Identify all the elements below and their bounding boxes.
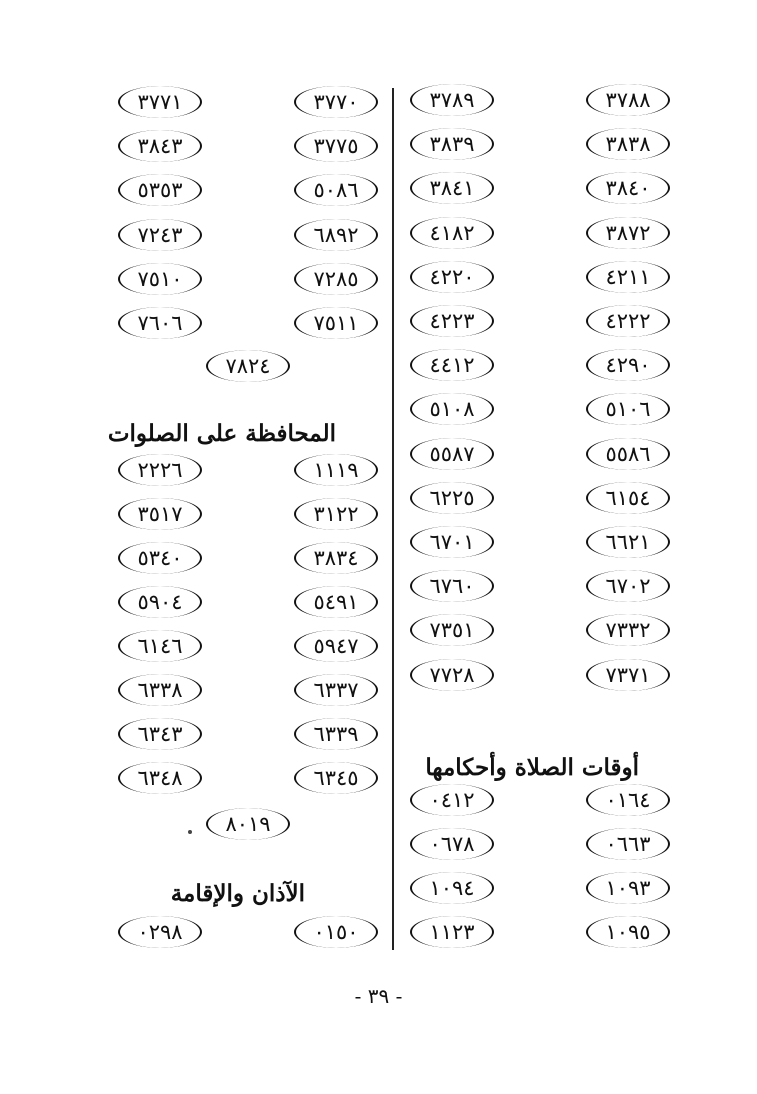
reference-number: ٤٤١٢	[410, 349, 494, 381]
reference-pair	[410, 128, 670, 164]
reference-number: ١٠٩٤	[410, 872, 494, 904]
section-heading-preserving-prayers: المحافظة على الصلوات	[107, 420, 336, 447]
reference-number: ٣١٢٢	[294, 498, 378, 530]
reference-number: ٣٧٧١	[118, 86, 202, 118]
reference-pair	[118, 130, 378, 166]
reference-pair	[118, 586, 378, 622]
reference-number: ٠٦٧٨	[410, 828, 494, 860]
reference-pair	[118, 542, 378, 578]
reference-number: ٥٠٨٦	[294, 174, 378, 206]
reference-pair	[118, 307, 378, 343]
reference-number: ٧٦٠٦	[118, 307, 202, 339]
reference-number: ٦٣٣٧	[294, 674, 378, 706]
reference-number: ٠١٥٠	[294, 916, 378, 948]
reference-number: ٤٢٢٣	[410, 305, 494, 337]
reference-number: ٥٥٨٦	[586, 438, 670, 470]
reference-number: ٦٢٢٥	[410, 482, 494, 514]
reference-number: ٧٢٤٣	[118, 219, 202, 251]
reference-number: ٣٨٣٩	[410, 128, 494, 160]
reference-pair	[410, 828, 670, 864]
reference-pair	[410, 916, 670, 952]
reference-number: ٧٣٥١	[410, 614, 494, 646]
reference-number: ١٠٩٣	[586, 872, 670, 904]
reference-number: ٠١٦٤	[586, 784, 670, 816]
reference-number: ٣٥١٧	[118, 498, 202, 530]
reference-number: ٨٠١٩	[206, 808, 290, 840]
reference-pair	[410, 217, 670, 253]
reference-number: ٥١٠٨	[410, 393, 494, 425]
reference-pair	[118, 263, 378, 299]
reference-number: ٦٧٠١	[410, 526, 494, 558]
reference-number: ٦٣٣٨	[118, 674, 202, 706]
reference-pair	[118, 718, 378, 754]
reference-number: ٤٢٢٠	[410, 261, 494, 293]
reference-pair	[410, 349, 670, 385]
reference-number: ٥٣٥٣	[118, 174, 202, 206]
reference-number: ٥٤٩١	[294, 586, 378, 618]
reference-pair	[410, 784, 670, 820]
reference-pair	[410, 393, 670, 429]
column-divider	[392, 88, 394, 950]
reference-number: ٣٨٧٢	[586, 217, 670, 249]
reference-number: ١٠٩٥	[586, 916, 670, 948]
reference-pair	[410, 526, 670, 562]
reference-pair	[410, 614, 670, 650]
reference-number: ٥٩٠٤	[118, 586, 202, 618]
reference-pair	[118, 350, 378, 386]
reference-number: ٧٣٧١	[586, 659, 670, 691]
reference-pair	[118, 674, 378, 710]
reference-number: ٣٨٣٨	[586, 128, 670, 160]
reference-number: ٦٦٢١	[586, 526, 670, 558]
reference-number: ٦٣٣٩	[294, 718, 378, 750]
reference-pair	[118, 454, 378, 490]
reference-pair	[118, 219, 378, 255]
reference-number: ٧٣٣٢	[586, 614, 670, 646]
reference-number: ٥٩٤٧	[294, 630, 378, 662]
reference-number: ٣٧٧٠	[294, 86, 378, 118]
reference-pair	[118, 498, 378, 534]
reference-number: ٢٢٢٦	[118, 454, 202, 486]
reference-number: ٧٧٢٨	[410, 659, 494, 691]
reference-number: ٠٦٦٣	[586, 828, 670, 860]
reference-number: ٦١٥٤	[586, 482, 670, 514]
reference-number: ٥٣٤٠	[118, 542, 202, 574]
reference-number: ٣٧٧٥	[294, 130, 378, 162]
reference-number: ٣٨٣٤	[294, 542, 378, 574]
reference-pair	[410, 84, 670, 120]
reference-number: ٥١٠٦	[586, 393, 670, 425]
reference-pair	[410, 305, 670, 341]
reference-number: ٧٥١١	[294, 307, 378, 339]
reference-pair	[410, 570, 670, 606]
reference-number: ٧٨٢٤	[206, 350, 290, 382]
reference-number: ٦٣٤٣	[118, 718, 202, 750]
reference-pair	[118, 762, 378, 798]
reference-pair	[118, 630, 378, 666]
reference-number: ٦٣٤٨	[118, 762, 202, 794]
reference-number: ١١٢٣	[410, 916, 494, 948]
reference-pair	[118, 174, 378, 210]
reference-number: ٠٢٩٨	[118, 916, 202, 948]
reference-number: ٦١٤٦	[118, 630, 202, 662]
reference-number: ٣٨٤١	[410, 172, 494, 204]
page-number: - ٣٩ -	[354, 984, 403, 1008]
reference-pair	[118, 808, 378, 844]
reference-number: ٣٨٤٠	[586, 172, 670, 204]
section-heading-prayer-times: أوقات الصلاة وأحكامها	[425, 754, 639, 781]
reference-number: ٧٢٨٥	[294, 263, 378, 295]
reference-number: ٦٨٩٢	[294, 219, 378, 251]
reference-number: ٣٨٤٣	[118, 130, 202, 162]
reference-pair	[410, 172, 670, 208]
reference-pair	[410, 482, 670, 518]
reference-number: ٧٥١٠	[118, 263, 202, 295]
reference-pair	[410, 261, 670, 297]
reference-number: ٤١٨٢	[410, 217, 494, 249]
reference-pair	[118, 86, 378, 122]
reference-pair	[410, 659, 670, 695]
reference-number: ٤٢٩٠	[586, 349, 670, 381]
reference-number: ٣٧٨٨	[586, 84, 670, 116]
section-heading-adhan-iqama: الآذان والإقامة	[170, 880, 305, 907]
stray-dot	[188, 830, 192, 834]
reference-number: ٥٥٨٧	[410, 438, 494, 470]
reference-number: ٦٧٠٢	[586, 570, 670, 602]
reference-number: ٦٣٤٥	[294, 762, 378, 794]
reference-number: ٣٧٨٩	[410, 84, 494, 116]
reference-number: ٤٢٢٢	[586, 305, 670, 337]
reference-pair	[410, 438, 670, 474]
reference-number: ٦٧٦٠	[410, 570, 494, 602]
reference-pair	[118, 916, 378, 952]
reference-pair	[410, 872, 670, 908]
reference-number: ٤٢١١	[586, 261, 670, 293]
reference-number: ٠٤١٢	[410, 784, 494, 816]
reference-number: ١١١٩	[294, 454, 378, 486]
